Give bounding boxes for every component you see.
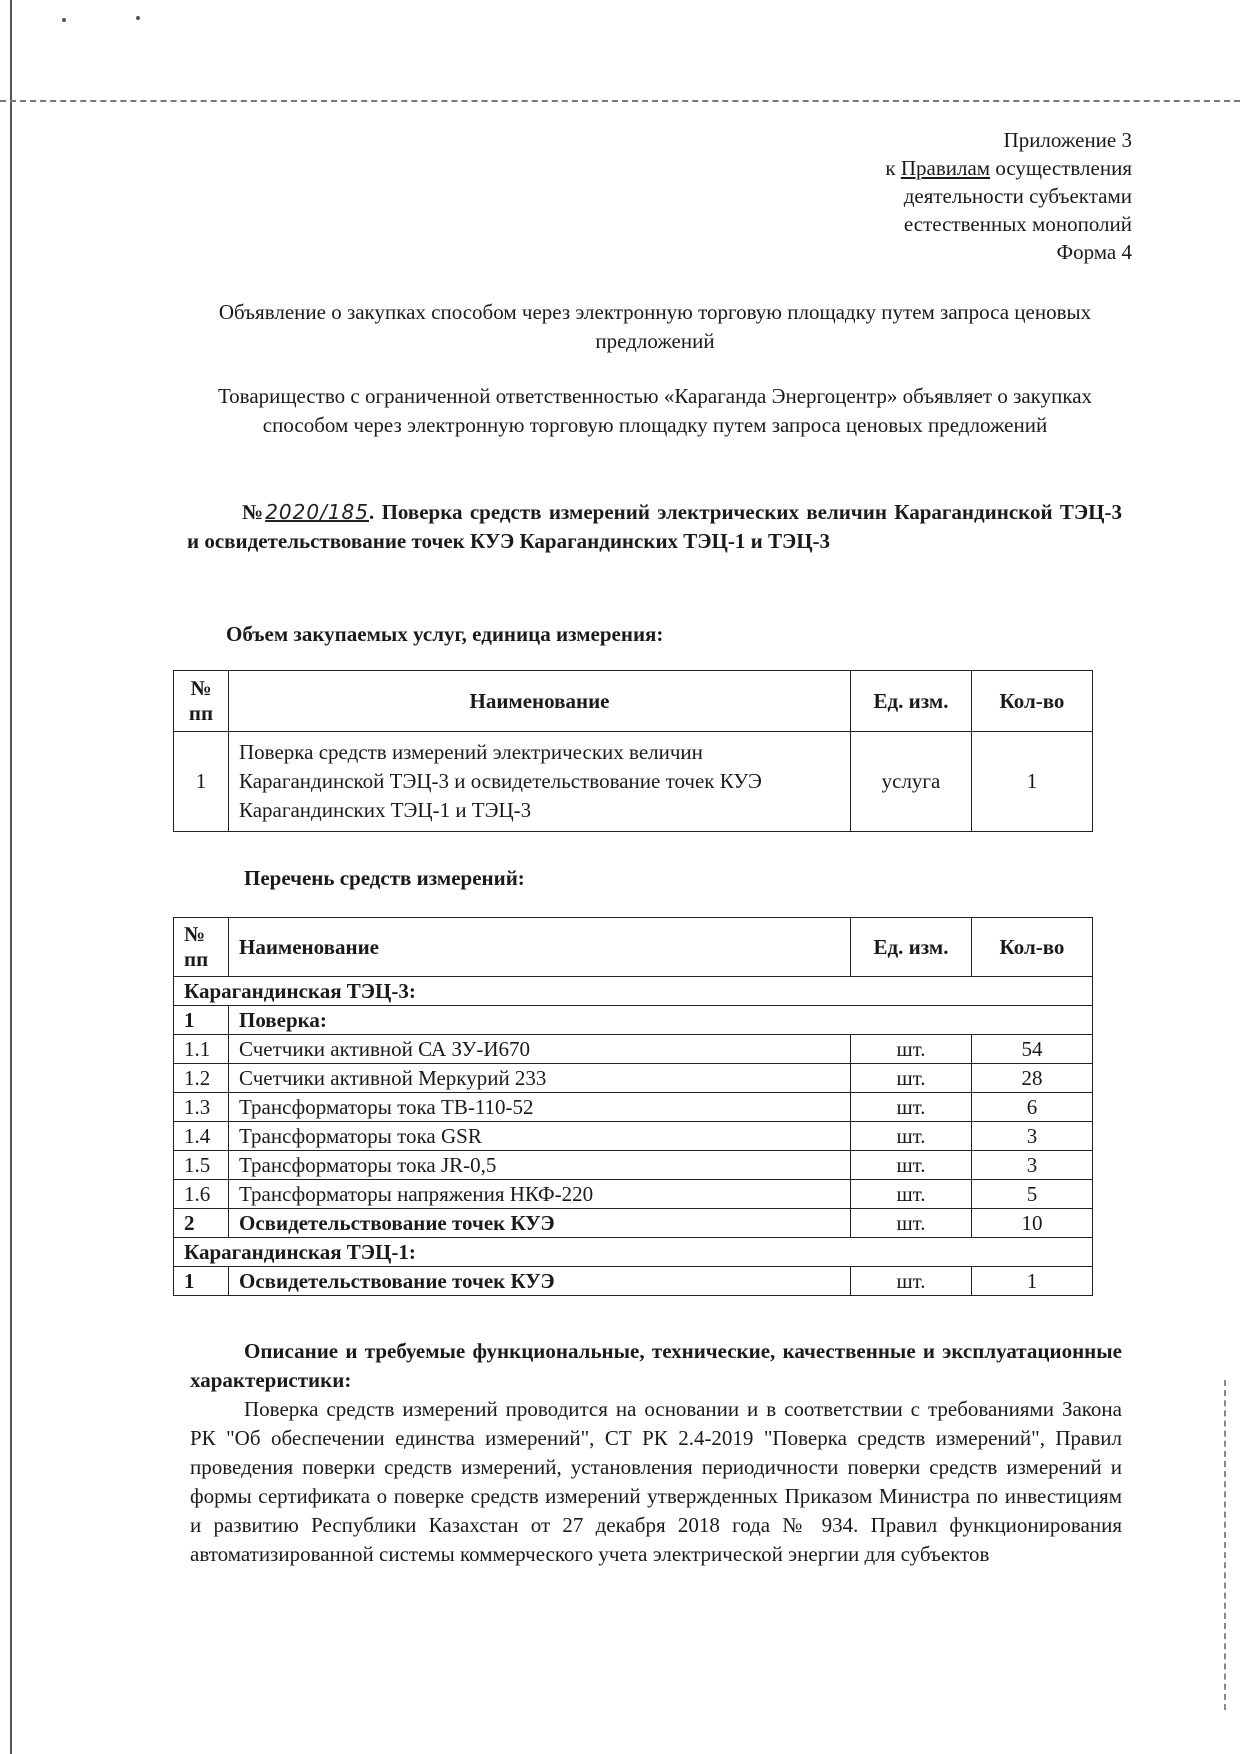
cell-no: 1.6 [174, 1180, 229, 1209]
handwritten-lot-number: 2020/185 [265, 500, 369, 524]
group-label: Карагандинская ТЭЦ-3: [174, 977, 1093, 1006]
cell-no: 1 [174, 1267, 229, 1296]
cell-qty: 28 [972, 1064, 1093, 1093]
cell-no: 1 [174, 732, 229, 832]
group-row [174, 1238, 1093, 1267]
cell-no: 1.1 [174, 1035, 229, 1064]
instruments-table [173, 917, 1093, 1296]
cell-name: Освидетельствование точек КУЭ [229, 1267, 851, 1296]
header-qty: Кол-во [972, 918, 1093, 977]
cell-no: 1.2 [174, 1064, 229, 1093]
table-row [174, 1093, 1093, 1122]
cell-name: Поверка средств измерений электрических величин Карагандинской ТЭЦ-3 и освидетельствование точек КУЭ Карагандинских ТЭЦ-1 и ТЭЦ-3 [229, 732, 851, 832]
header-qty: Кол-во [972, 671, 1093, 732]
group-row [174, 977, 1093, 1006]
rules-link[interactable]: Правилам [900, 156, 991, 180]
cell-unit: шт. [851, 1093, 972, 1122]
header-unit: Ед. изм. [851, 671, 972, 732]
cell-unit: шт. [851, 1209, 972, 1238]
appendix-line: к Правилам осуществления [885, 156, 1132, 180]
cell-qty: 54 [972, 1035, 1093, 1064]
cell-unit: услуга [851, 732, 972, 832]
group-label: Карагандинская ТЭЦ-1: [174, 1238, 1093, 1267]
header-no: № пп [174, 918, 229, 977]
cell-name: Трансформаторы тока GSR [229, 1122, 851, 1151]
services-table [173, 670, 1093, 832]
scan-dashed-line [0, 100, 1240, 102]
form-number: Форма 4 [1056, 240, 1132, 264]
cell-unit: шт. [851, 1064, 972, 1093]
cell-unit: шт. [851, 1122, 972, 1151]
header-no: № пп [174, 671, 229, 732]
table-row [174, 1180, 1093, 1209]
scan-dashed-edge-right [1224, 1380, 1226, 1710]
cell-qty: 1 [972, 1267, 1093, 1296]
header-name: Наименование [229, 918, 851, 977]
lot-heading: №2020/185. Поверка средств измерений электрических величин Карагандинской ТЭЦ-3 и освидетельствование точек КУЭ Карагандинских ТЭЦ-1 и ТЭЦ-3 [187, 500, 1122, 553]
cell-no: 1 [174, 1006, 229, 1035]
table-row [174, 1209, 1093, 1238]
organization-statement: Товарищество с ограниченной ответственностью «Караганда Энергоцентр» объявляет о закупках способом через электронную торговую площадку путем запроса ценовых предложений [217, 384, 1093, 437]
services-section-title: Объем закупаемых услуг, единица измерения: [226, 622, 664, 646]
table-row [174, 1064, 1093, 1093]
lot-title: . Поверка средств измерений электрических величин Карагандинской ТЭЦ-3 и освидетельствование точек КУЭ Карагандинских ТЭЦ-1 и ТЭЦ-3 [187, 500, 1122, 553]
cell-qty: 6 [972, 1093, 1093, 1122]
cell-name: Трансформаторы напряжения НКФ-220 [229, 1180, 851, 1209]
appendix-line: Приложение 3 [1003, 128, 1132, 152]
cell-qty: 5 [972, 1180, 1093, 1209]
cell-unit: шт. [851, 1151, 972, 1180]
cell-unit: шт. [851, 1035, 972, 1064]
cell-name: Поверка: [229, 1006, 1093, 1035]
scan-edge-left [10, 0, 12, 1754]
table-row [174, 1122, 1093, 1151]
cell-qty: 3 [972, 1122, 1093, 1151]
description-heading: Описание и требуемые функциональные, технические, качественные и эксплуатационные характеристики: [190, 1339, 1122, 1392]
subgroup-row [174, 1006, 1093, 1035]
cell-qty: 10 [972, 1209, 1093, 1238]
scan-speck [62, 18, 66, 22]
cell-no: 1.3 [174, 1093, 229, 1122]
appendix-line: деятельности субъектами [903, 184, 1132, 208]
table-row [174, 1035, 1093, 1064]
cell-qty: 3 [972, 1151, 1093, 1180]
cell-name: Счетчики активной Меркурий 233 [229, 1064, 851, 1093]
cell-unit: шт. [851, 1180, 972, 1209]
cell-unit: шт. [851, 1267, 972, 1296]
cell-no: 1.4 [174, 1122, 229, 1151]
cell-name: Счетчики активной СА ЗУ-И670 [229, 1035, 851, 1064]
table-header-row [174, 671, 1093, 732]
instruments-section-title: Перечень средств измерений: [244, 866, 525, 890]
table-row [174, 732, 1093, 832]
table-row [174, 1267, 1093, 1296]
cell-name: Освидетельствование точек КУЭ [229, 1209, 851, 1238]
appendix-line: естественных монополий [903, 212, 1132, 236]
appendix-header [885, 126, 1132, 266]
table-row [174, 1151, 1093, 1180]
header-unit: Ед. изм. [851, 918, 972, 977]
header-name: Наименование [229, 671, 851, 732]
cell-no: 1.5 [174, 1151, 229, 1180]
scan-speck [136, 16, 140, 20]
cell-name: Трансформаторы тока ТВ-110-52 [229, 1093, 851, 1122]
announcement-title: Объявление о закупках способом через электронную торговую площадку путем запроса ценовых предложений [218, 300, 1092, 353]
table-header-row [174, 918, 1093, 977]
cell-qty: 1 [972, 732, 1093, 832]
cell-name: Трансформаторы тока JR-0,5 [229, 1151, 851, 1180]
cell-no: 2 [174, 1209, 229, 1238]
description-body: Поверка средств измерений проводится на основании и в соответствии с требованиями Закона РК "Об обеспечении единства измерений", СТ РК 2.4-2019 "Поверка средств измерений", Правил проведения поверки средств измерений, установления периодичности поверки средств измерений и формы сертификата о поверке средств измерений утвержденных Приказом Министра по инвестициям и развитию Республики Казахстан от 27 декабря 2018 года № 934. Правил функционирования автоматизированной системы коммерческого учета электрической энергии для субъектов [190, 1397, 1122, 1566]
